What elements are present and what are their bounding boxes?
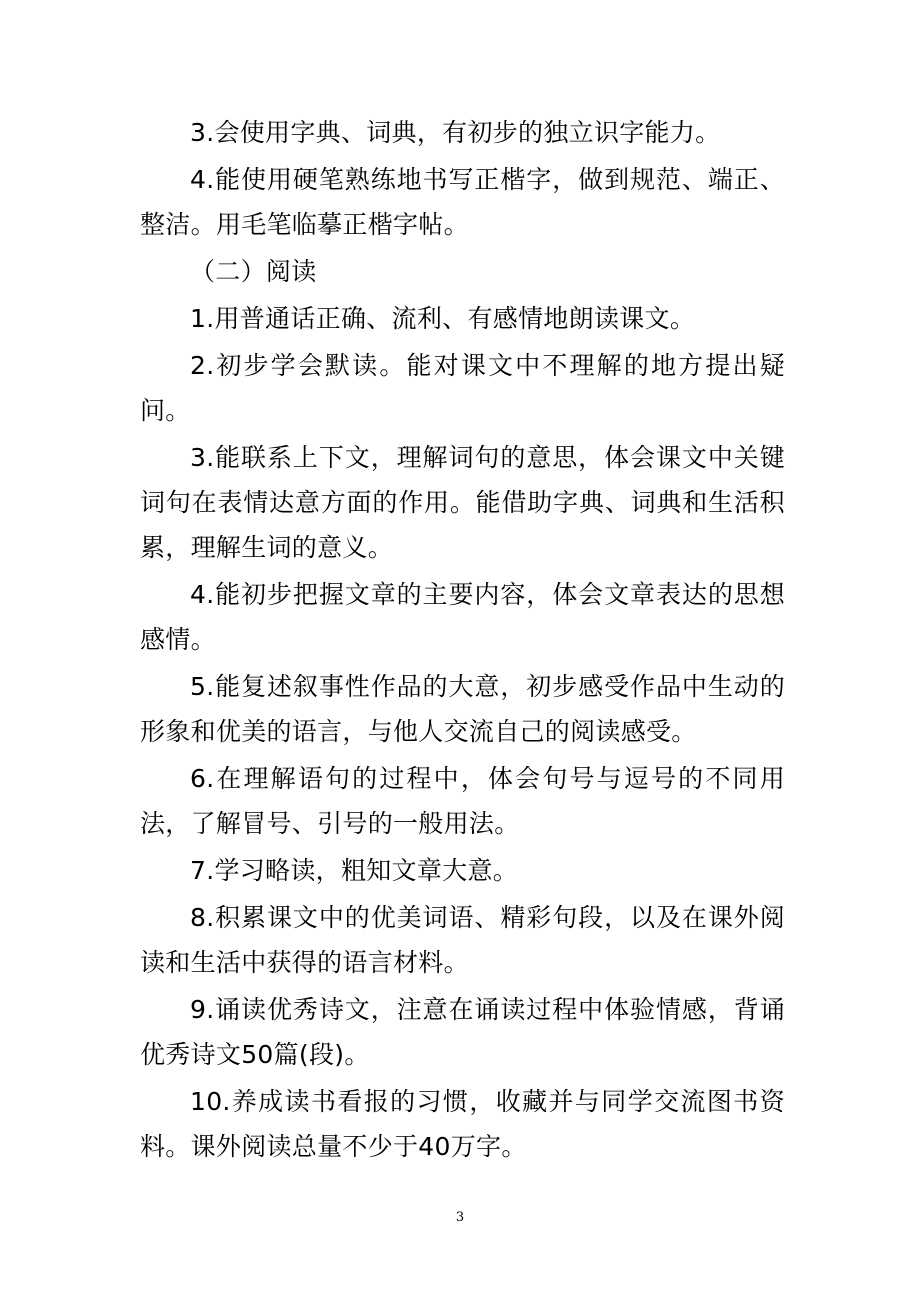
paragraph-item-1-read-aloud: 1.用普通话正确、流利、有感情地朗读课文。	[190, 304, 696, 333]
section-heading-reading: （二）阅读	[190, 257, 317, 286]
paragraph-item-3-context: 3.能联系上下文，理解词句的意思，体会课文中关键词句在表情达意方面的作用。能借助字典、词典和生活积累，理解生词的意义。	[140, 443, 785, 562]
paragraph-item-6-punctuation: 6.在理解语句的过程中，体会句号与逗号的不同用法，了解冒号、引号的一般用法。	[140, 764, 785, 838]
paragraph-item-9-poetry: 9.诵读优秀诗文，注意在诵读过程中体验情感，背诵优秀诗文50篇(段)。	[140, 995, 785, 1069]
document-body	[140, 110, 785, 1169]
paragraph-item-10-reading-habit: 10.养成读书看报的习惯，收藏并与同学交流图书资料。课外阅读总量不少于40万字。	[140, 1087, 785, 1161]
page-number: 3	[455, 1210, 465, 1225]
paragraph-item-4-handwriting: 4.能使用硬笔熟练地书写正楷字，做到规范、端正、整洁。用毛笔临摹正楷字帖。	[140, 165, 785, 239]
paragraph-item-8-accumulation: 8.积累课文中的优美词语、精彩句段，以及在课外阅读和生活中获得的语言材料。	[140, 903, 785, 977]
paragraph-item-5-retelling: 5.能复述叙事性作品的大意，初步感受作品中生动的形象和优美的语言，与他人交流自己的阅读感受。	[140, 672, 785, 746]
paragraph-item-2-silent-reading: 2.初步学会默读。能对课文中不理解的地方提出疑问。	[140, 351, 785, 425]
paragraph-item-7-skimming: 7.学习略读，粗知文章大意。	[190, 856, 519, 885]
paragraph-item-3-dictionary: 3.会使用字典、词典，有初步的独立识字能力。	[190, 118, 721, 147]
paragraph-item-4-main-idea: 4.能初步把握文章的主要内容，体会文章表达的思想感情。	[140, 580, 785, 654]
